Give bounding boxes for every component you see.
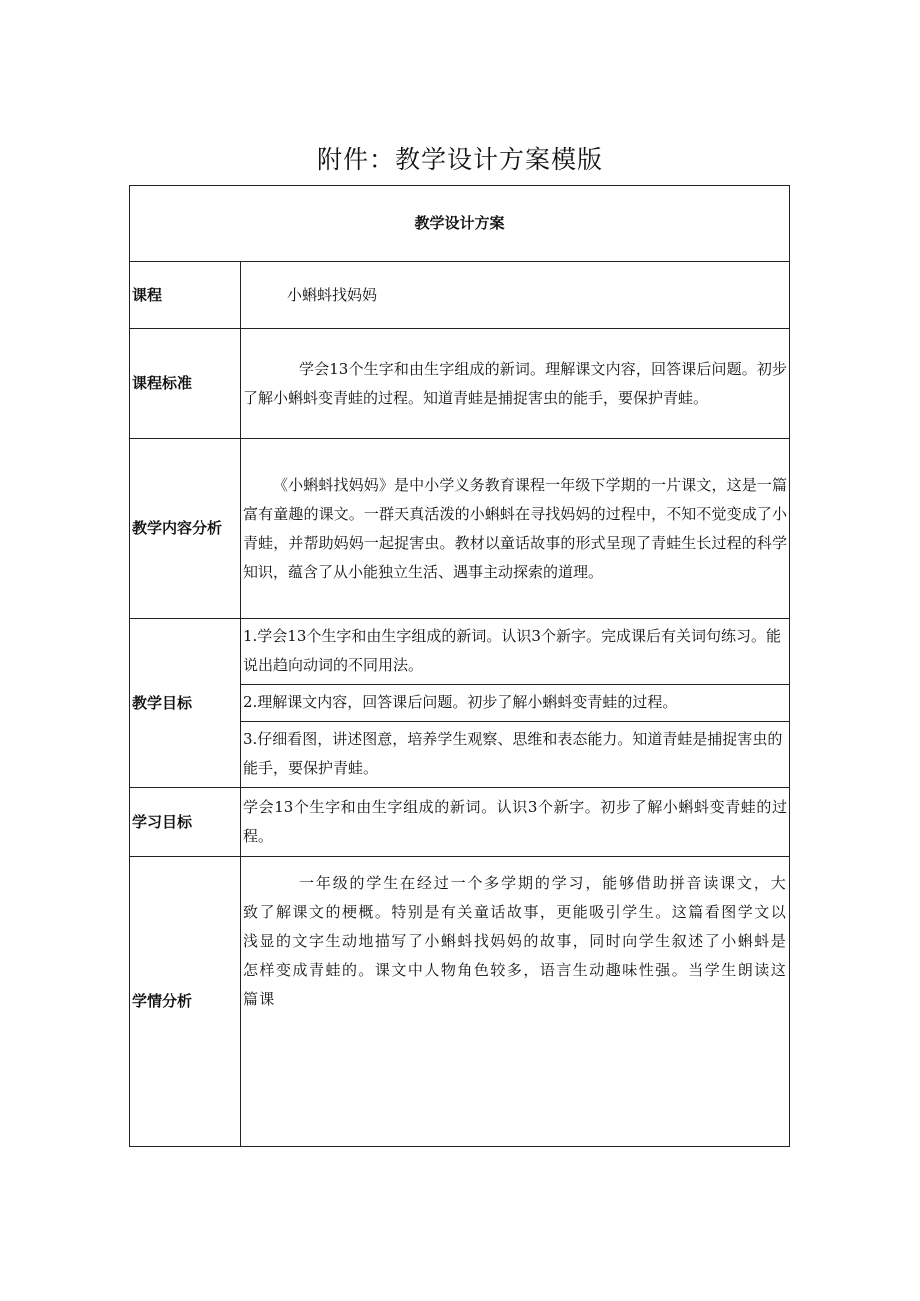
teaching-goals-list: [241, 619, 790, 788]
course-name: 小蝌蚪找妈妈: [241, 262, 790, 329]
table-heading: 教学设计方案: [130, 186, 790, 262]
document-title: 附件：教学设计方案模版: [316, 145, 603, 174]
standard-row: [130, 329, 790, 439]
content-analysis-text: 《小蝌蚪找妈妈》是中小学义务教育课程一年级下学期的一片课文，这是一篇富有童趣的课文。一群天真活泼的小蝌蚪在寻找妈妈的过程中，不知不觉变成了小青蛙，并帮助妈妈一起捉害虫。教材以童话故事的形式呈现了青蛙生长过程的科学知识，蕴含了从小能独立生活、遇事主动探索的道理。: [241, 439, 790, 619]
standard-text: 学会13个生字和由生字组成的新词。理解课文内容，回答课后问题。初步了解小蝌蚪变青蛙的过程。知道青蛙是捕捉害虫的能手，要保护青蛙。: [241, 329, 790, 439]
table-heading-row: [130, 186, 790, 262]
teaching-goals-row: [130, 619, 790, 788]
learning-goals-row: [130, 788, 790, 857]
course-label: 课程: [130, 262, 241, 329]
learning-goals-text: 学会13个生字和由生字组成的新词。认识3个新字。初步了解小蝌蚪变青蛙的过程。: [241, 788, 790, 857]
learner-analysis-text: 一年级的学生在经过一个多学期的学习，能够借助拼音读课文，大致了解课文的梗概。特别是有关童话故事，更能吸引学生。这篇看图学文以浅显的文字生动地描写了小蝌蚪找妈妈的故事，同时向学生叙述了小蝌蚪是怎样变成青蛙的。课文中人物角色较多，语言生动趣味性强。当学生朗读这篇课: [241, 857, 790, 1147]
teaching-goals-label: 教学目标: [130, 619, 241, 788]
teaching-plan-table: [129, 185, 790, 1147]
learner-analysis-row: [130, 857, 790, 1147]
standard-label: 课程标准: [130, 329, 241, 439]
teaching-goal-item: 2.理解课文内容，回答课后问题。初步了解小蝌蚪变青蛙的过程。: [241, 685, 789, 722]
teaching-goal-item: 3.仔细看图，讲述图意，培养学生观察、思维和表态能力。知道青蛙是捕捉害虫的能手，要保护青蛙。: [243, 730, 783, 777]
content-analysis-row: [130, 439, 790, 619]
learner-analysis-label: 学情分析: [130, 857, 241, 1147]
content-analysis-label: 教学内容分析: [130, 439, 241, 619]
learning-goals-label: 学习目标: [130, 788, 241, 857]
teaching-goal-item: 1.学会13个生字和由生字组成的新词。认识3个新字。完成课后有关词句练习。能说出趋向动词的不同用法。: [241, 619, 789, 685]
course-row: [130, 262, 790, 329]
